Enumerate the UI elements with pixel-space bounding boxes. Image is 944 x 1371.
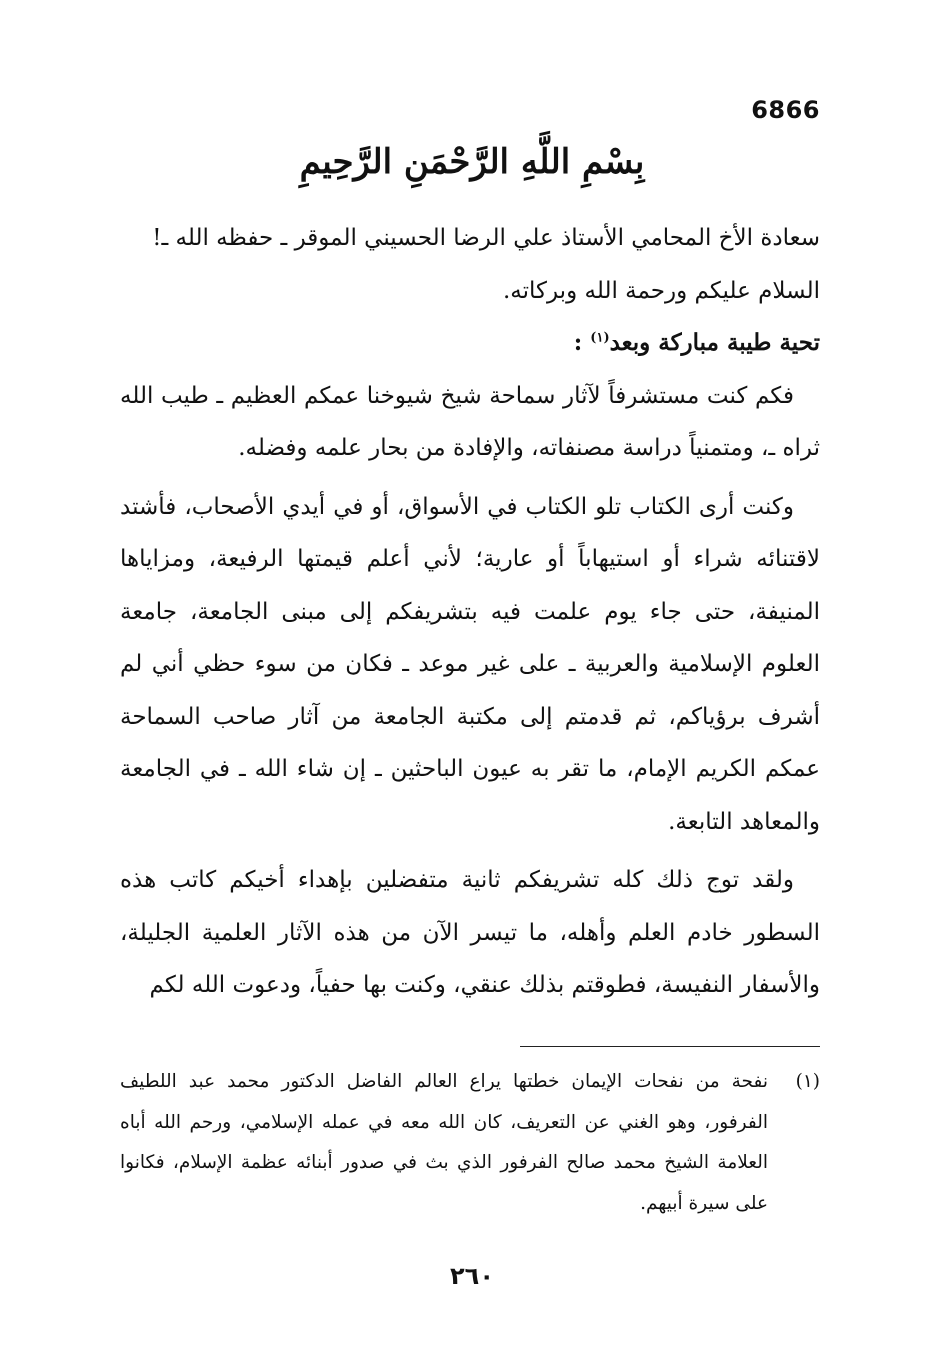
footnote-divider bbox=[520, 1046, 820, 1047]
document-id: 6866 bbox=[751, 96, 820, 124]
greeting-line: السلام عليكم ورحمة الله وبركاته. bbox=[502, 277, 820, 304]
basmala: بِسْمِ اللَّهِ الرَّحْمَنِ الرَّحِيمِ bbox=[299, 142, 645, 182]
footnote-text: نفحة من نفحات الإيمان خطتها يراع العالم الفاضل الدكتور محمد عبد اللطيف الفرفور، وهو الغني عن التعريف، كان الله معه في عمله الإسلامي، ورحم الله أباه العلامة الشيخ محمد صالح الفرفور الذي بث في صدور أبنائه عظمة الإسلام، فكانوا على سيرة أبيهم. bbox=[120, 1071, 768, 1214]
heading-text: تحية طيبة مباركة وبعد bbox=[609, 329, 820, 356]
salutation-line: سعادة الأخ المحامي الأستاذ علي الرضا الحسيني الموقر ـ حفظه الله ـ! bbox=[152, 225, 820, 251]
footnote bbox=[120, 1062, 820, 1224]
footnote-reference: (١) bbox=[590, 330, 610, 346]
letter-body bbox=[120, 212, 820, 1012]
paragraph-2: وكنت أرى الكتاب تلو الكتاب في الأسواق، أو في أيدي الأصحاب، فأشتد لاقتنائه شراء أو استيهاباً أو عارية؛ لأني أعلم قيمتها الرفيعة، ومزاياها المنيفة، حتى جاء يوم علمت فيه بتشريفكم إلى مبنى الجامعة، جامعة العلوم الإسلامية والعربية ـ على غير موعد ـ فكان من سوء حظي أني لم أشرف برؤياكم، ثم قدمتم إلى مكتبة الجامعة من آثار صاحب السماحة عمكم الكريم الإمام، ما تقر به عيون الباحثين ـ إن شاء الله ـ في الجامعة والمعاهد التابعة. bbox=[120, 493, 820, 835]
heading-line bbox=[120, 317, 820, 370]
heading-colon: : bbox=[573, 329, 583, 356]
paragraph-1: فكم كنت مستشرفاً لآثار سماحة شيخ شيوخنا عمكم العظيم ـ طيب الله ثراه ـ، ومتمنياً دراسة مصنفاته، والإفادة من بحار علمه وفضله. bbox=[120, 382, 820, 461]
footnote-marker: (١) bbox=[795, 1071, 820, 1092]
page-number: ٢٦٠ bbox=[450, 1262, 494, 1290]
paragraph-3: ولقد توج ذلك كله تشريفكم ثانية متفضلين بإهداء أخيكم كاتب هذه السطور خادم العلم وأهله، ما تيسر الآن من هذه الآثار العلمية الجليلة، والأسفار النفيسة، فطوقتم بذلك عنقي، وكنت بها حفياً، ودعوت الله لكم bbox=[120, 867, 820, 998]
